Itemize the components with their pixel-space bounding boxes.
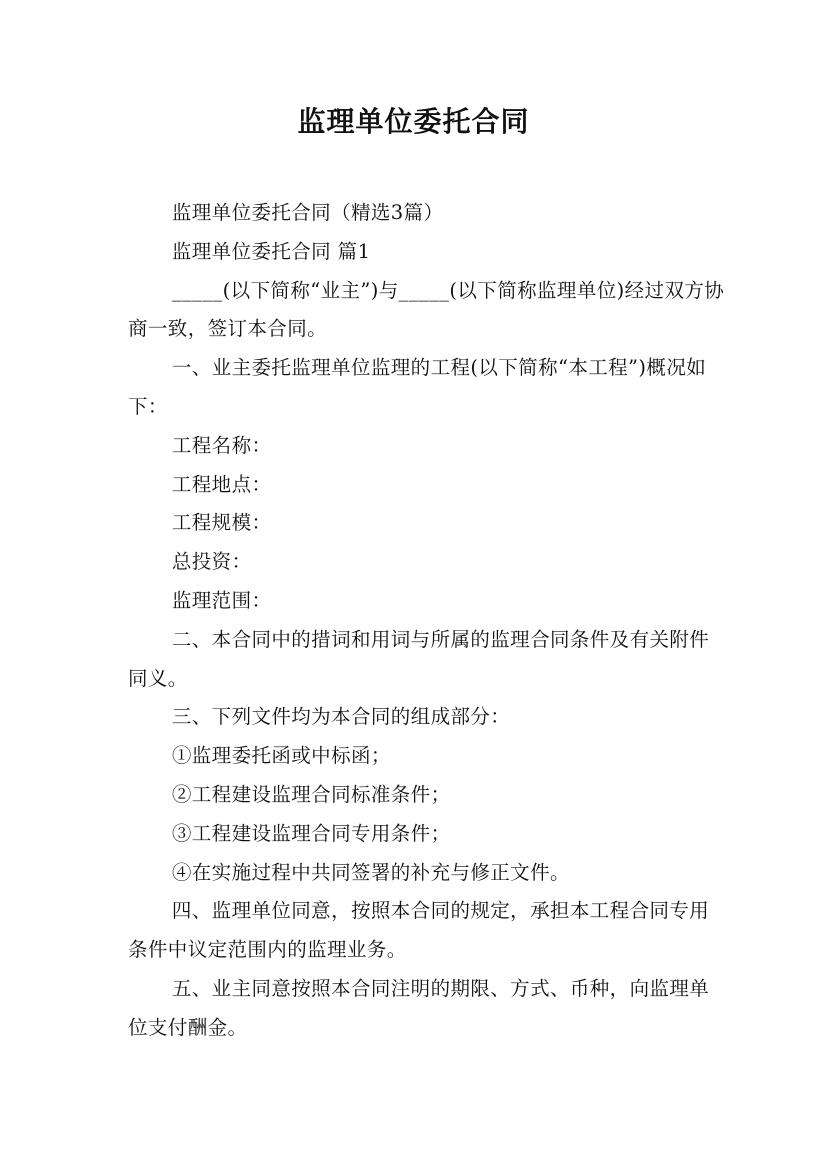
paragraph-clause-2: 二、本合同中的措词和用词与所属的监理合同条件及有关附件同义。 (128, 627, 710, 690)
paragraph-total-investment: 总投资： (171, 550, 252, 574)
paragraph-supervision-scope: 监理范围： (171, 588, 272, 612)
paragraph-parties: _____(以下简称“业主”)与_____(以下简称监理单位)经过双方协商一致，签订本合同。 (128, 278, 725, 341)
paragraph-item-3: ③工程建设监理合同专用条件； (171, 821, 451, 845)
paragraph-item-2: ②工程建设监理合同标准条件； (171, 782, 451, 806)
paragraph-project-location: 工程地点： (171, 472, 272, 496)
paragraph-project-scale: 工程规模： (171, 511, 272, 535)
paragraph-item-1: ①监理委托函或中标函； (171, 744, 391, 768)
document-title: 监理单位委托合同 (297, 105, 530, 138)
paragraph-subtitle: 监理单位委托合同（精选3篇） (171, 201, 444, 224)
paragraph-clause-3: 三、下列文件均为本合同的组成部分： (171, 705, 511, 729)
paragraph-item-4: ④在实施过程中共同签署的补充与修正文件。 (171, 860, 570, 884)
paragraph-clause-4: 四、监理单位同意，按照本合同的规定，承担本工程合同专用条件中议定范围内的监理业务。 (128, 899, 710, 962)
paragraph-clause-5: 五、业主同意按照本合同注明的期限、方式、币种，向监理单位支付酬金。 (128, 976, 710, 1039)
paragraph-section-heading: 监理单位委托合同 篇1 (171, 239, 371, 263)
document-body (128, 194, 728, 1048)
paragraph-project-name: 工程名称： (171, 433, 272, 457)
paragraph-clause-1: 一、业主委托监理单位监理的工程(以下简称“本工程”)概况如下： (128, 356, 707, 418)
